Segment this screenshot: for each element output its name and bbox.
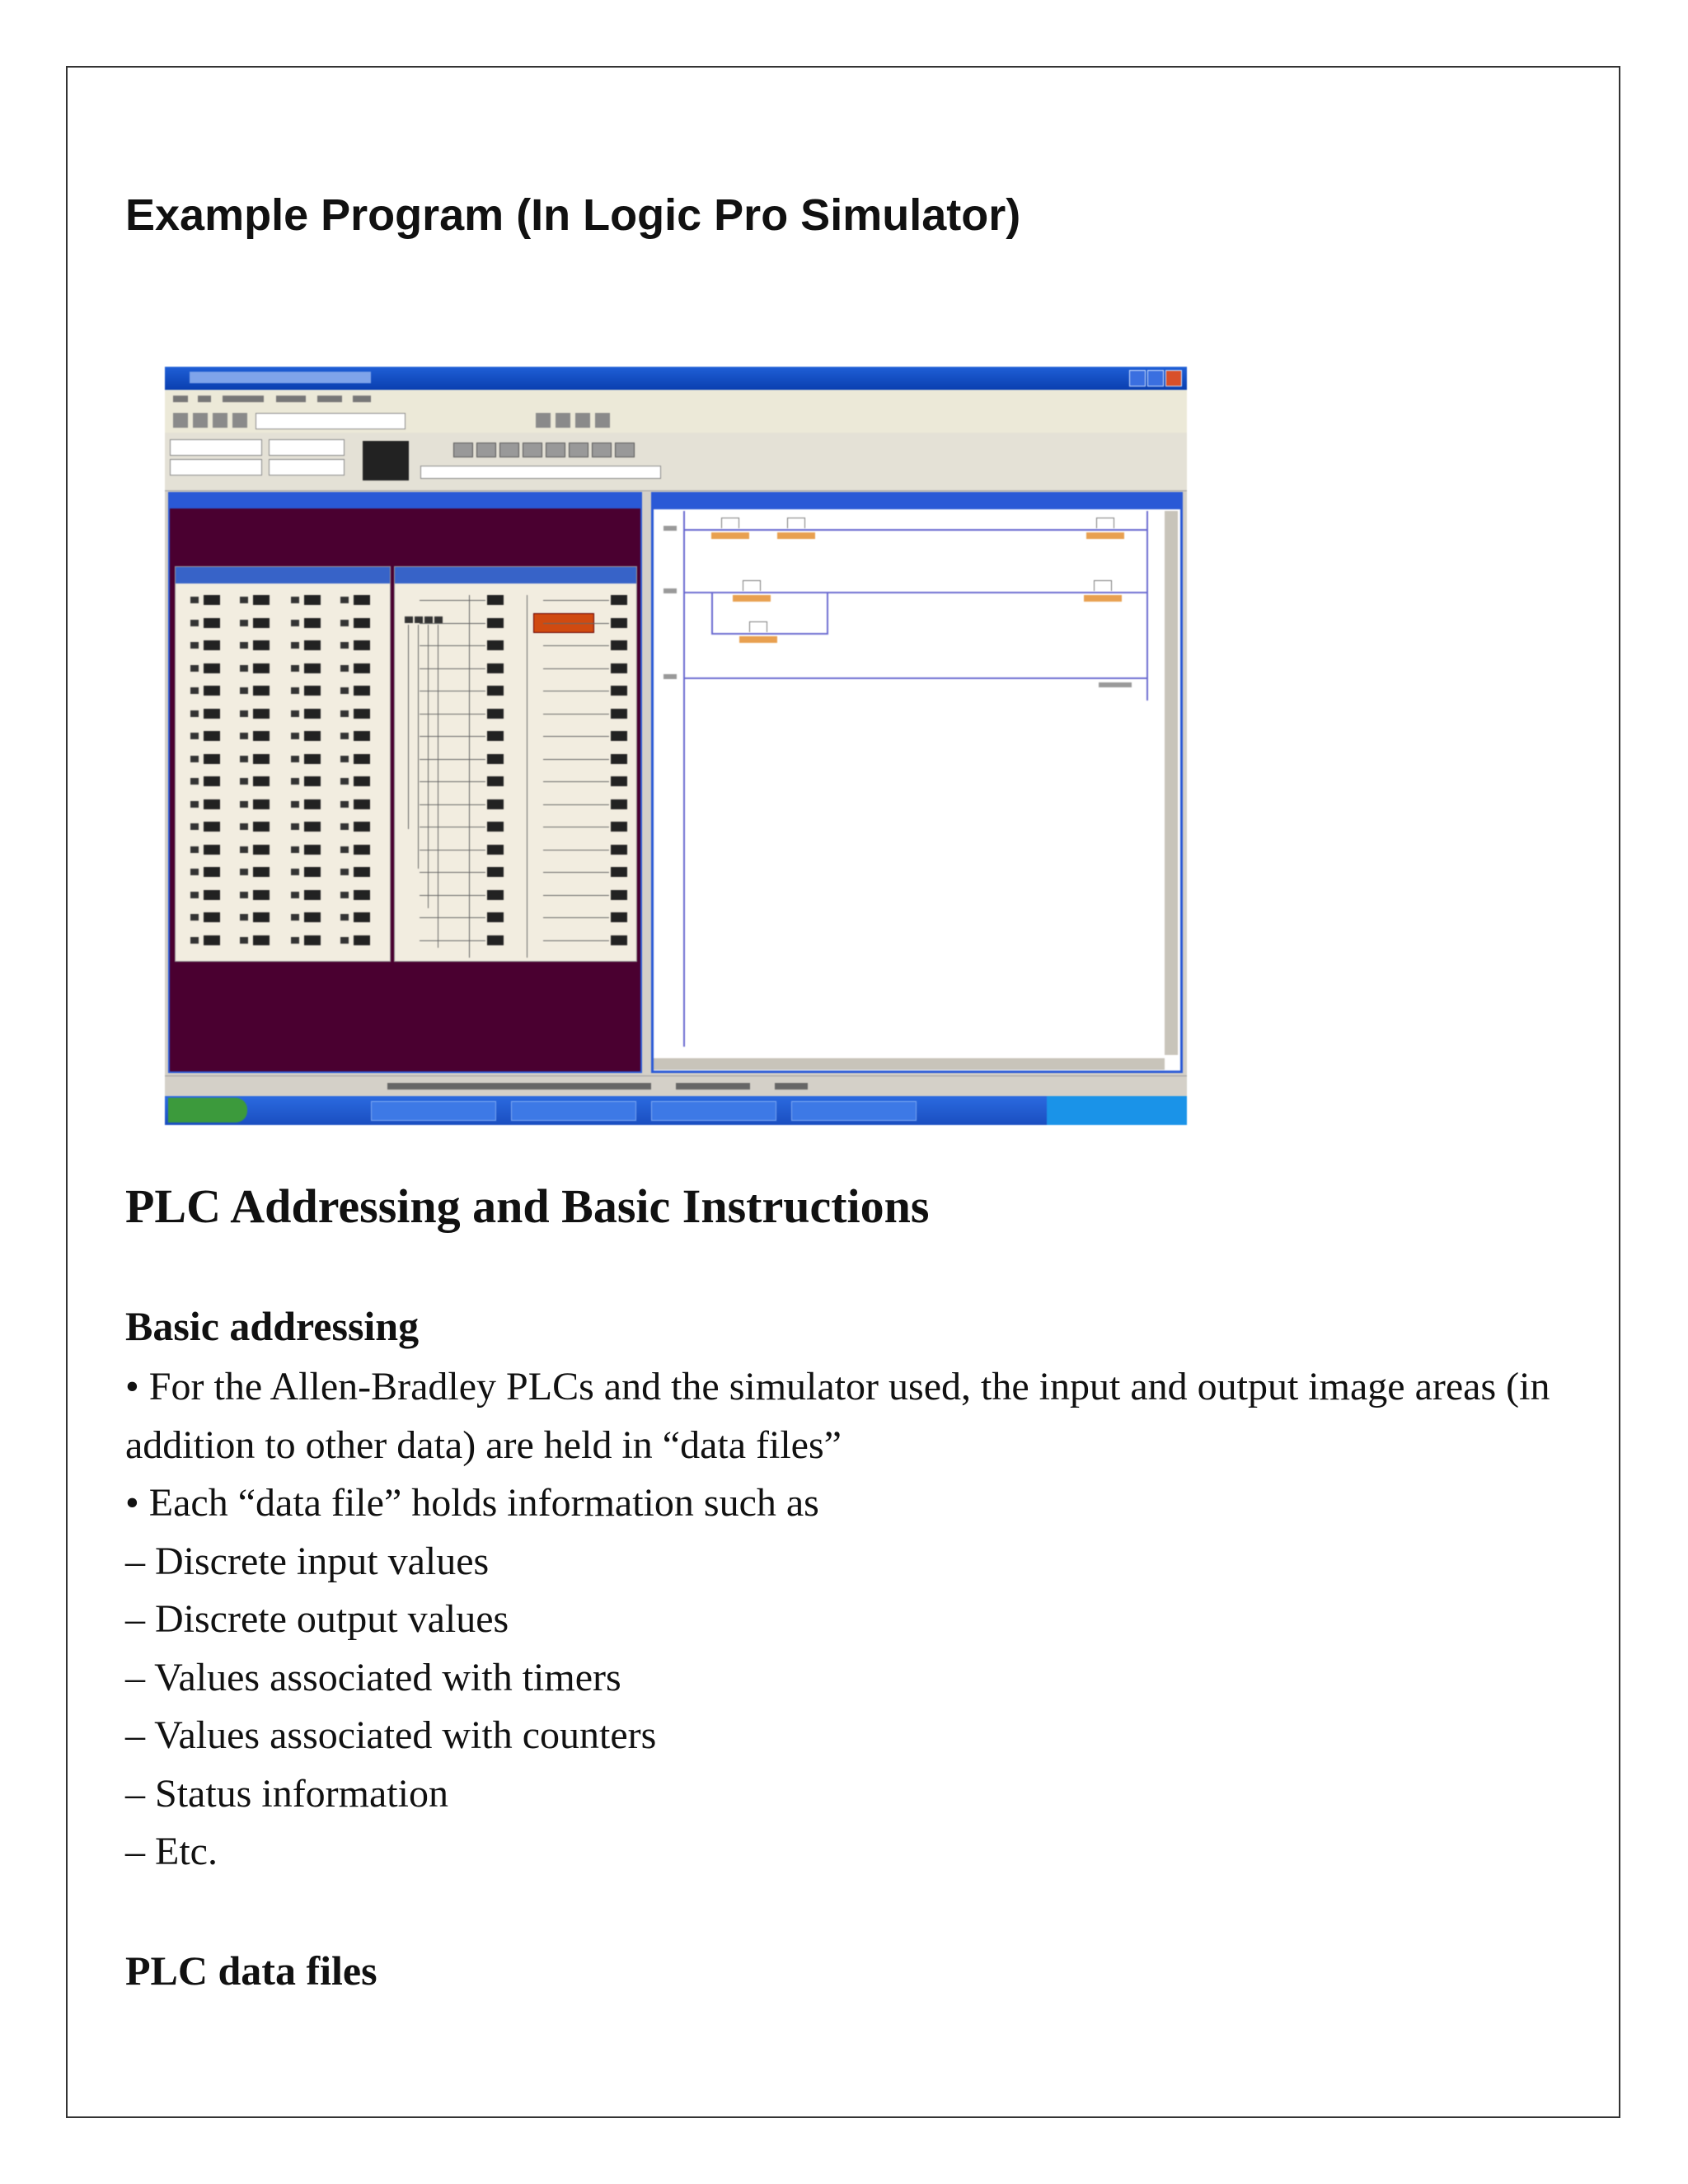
screenshot-detail [405,616,413,623]
screenshot-detail [487,731,504,741]
screenshot-detail [190,846,199,853]
addressing-text [125,1358,1576,1882]
screenshot-detail [611,822,627,832]
screenshot-detail [420,872,485,873]
screenshot-detail [204,867,220,877]
screenshot-detail [527,595,528,958]
screenshot-detail [240,733,248,739]
screenshot-detail [304,754,321,764]
screenshot-detail [354,731,370,741]
screenshot-detail [663,526,677,531]
screenshot-detail [204,709,220,719]
section-heading: PLC Addressing and Basic Instructions [125,1179,930,1233]
screenshot-detail [340,733,349,739]
screenshot-detail [291,687,299,694]
screenshot-detail [420,940,485,941]
screenshot-detail [340,642,349,649]
screenshot-detail [304,686,321,696]
simulator-toolbar [165,408,1187,434]
screenshot-detail [711,633,828,635]
screenshot-detail [777,532,815,539]
screenshot-detail [428,625,429,908]
screenshot-detail [204,640,220,650]
bullet-line: • For the Allen-Bradley PLCs and the simulator used, the input and output image areas (in addition to other data) are held in “data files” [125,1365,1550,1467]
simulator-status-bar [165,1076,1187,1096]
screenshot-detail [1096,518,1114,528]
screenshot-detail [240,914,248,921]
screenshot-detail [487,754,504,764]
screenshot-detail [611,935,627,945]
screenshot-detail [340,687,349,694]
screenshot-detail [340,710,349,717]
screenshot-detail [204,912,220,922]
screenshot-detail [190,620,199,626]
simulator-menu-bar [165,390,1187,408]
screenshot-detail [304,709,321,719]
screenshot-detail [354,935,370,945]
screenshot-detail [204,776,220,786]
screenshot-detail [711,592,713,633]
screenshot-detail [253,776,270,786]
screenshot-detail [190,665,199,672]
list-item: – Values associated with timers [125,1655,621,1699]
screenshot-detail [291,642,299,649]
screenshot-detail [1084,595,1122,602]
screenshot-detail [340,914,349,921]
screenshot-detail [240,937,248,944]
screenshot-detail [487,686,504,696]
screenshot-detail [420,645,485,646]
screenshot-detail [340,756,349,762]
screenshot-detail [354,663,370,673]
screenshot-detail [420,895,485,896]
screenshot-detail [787,518,805,528]
screenshot-detail [304,640,321,650]
screenshot-detail [190,778,199,785]
screenshot-detail [354,890,370,900]
screenshot-detail [204,731,220,741]
screenshot-detail [543,759,609,760]
screenshot-detail [190,869,199,875]
screenshot-detail [543,623,609,624]
screenshot-detail [253,686,270,696]
screenshot-detail [487,822,504,832]
screenshot-detail [420,917,485,918]
screenshot-detail [291,846,299,853]
screenshot-detail [253,640,270,650]
screenshot-detail [543,850,609,851]
screenshot-detail [291,869,299,875]
simulator-screenshot [165,367,1187,1125]
screenshot-detail [354,595,370,605]
screenshot-detail [1165,511,1178,1055]
page-title: Example Program (In Logic Pro Simulator) [125,190,1021,240]
screenshot-detail [291,892,299,898]
screenshot-detail [204,799,220,809]
screenshot-detail [340,778,349,785]
minimize-icon [1129,370,1146,387]
screenshot-detail [611,595,627,605]
screenshot-detail [240,778,248,785]
windows-taskbar [165,1096,1187,1125]
screenshot-detail [683,592,1146,593]
screenshot-detail [733,595,771,602]
screenshot-detail [304,912,321,922]
screenshot-detail [469,595,470,958]
screenshot-detail [204,935,220,945]
screenshot-detail [240,801,248,808]
screenshot-detail [204,890,220,900]
screenshot-detail [240,597,248,603]
screenshot-detail [487,595,504,605]
screenshot-detail [240,710,248,717]
maximize-icon [1147,370,1164,387]
screenshot-detail [304,822,321,832]
screenshot-detail [253,890,270,900]
screenshot-detail [291,597,299,603]
screenshot-detail [749,621,767,632]
screenshot-detail [827,592,828,633]
screenshot-detail [291,733,299,739]
screenshot-detail [240,823,248,830]
screenshot-detail [654,1058,1165,1070]
screenshot-detail [240,665,248,672]
screenshot-detail [240,642,248,649]
screenshot-detail [487,935,504,945]
screenshot-detail [354,799,370,809]
screenshot-detail [291,665,299,672]
screenshot-detail [354,618,370,628]
screenshot-detail [291,710,299,717]
screenshot-detail [543,781,609,782]
screenshot-detail [304,776,321,786]
screenshot-detail [663,674,677,679]
list-item: – Discrete input values [125,1539,490,1583]
output-simulator-panel [394,566,637,962]
io-simulator-window [168,492,642,1073]
screenshot-detail [240,869,248,875]
list-item: – Values associated with counters [125,1713,657,1757]
screenshot-detail [240,687,248,694]
screenshot-detail [611,731,627,741]
screenshot-detail [253,845,270,855]
screenshot-detail [420,736,485,737]
screenshot-detail [420,714,485,715]
screenshot-detail [304,867,321,877]
screenshot-detail [190,687,199,694]
screenshot-detail [611,640,627,650]
screenshot-detail [291,801,299,808]
screenshot-detail [354,822,370,832]
screenshot-detail [683,677,1146,679]
screenshot-detail [739,636,777,643]
screenshot-detail [487,776,504,786]
screenshot-detail [487,663,504,673]
screenshot-detail [408,625,409,829]
screenshot-detail [611,867,627,877]
screenshot-detail [418,625,419,869]
screenshot-detail [683,529,1146,531]
screenshot-detail [611,845,627,855]
screenshot-detail [611,754,627,764]
screenshot-detail [340,846,349,853]
simulator-control-row [165,433,1187,491]
screenshot-detail [240,620,248,626]
simulator-title-bar [165,367,1187,390]
basic-addressing-heading: Basic addressing [125,1303,420,1349]
screenshot-detail [354,867,370,877]
input-simulator-panel [175,566,391,962]
screenshot-detail [611,686,627,696]
screenshot-detail [1099,682,1132,687]
screenshot-detail [354,709,370,719]
screenshot-detail [253,822,270,832]
screenshot-detail [420,804,485,805]
screenshot-detail [611,912,627,922]
screenshot-detail [204,618,220,628]
screenshot-detail [420,759,485,760]
screenshot-detail [487,890,504,900]
screenshot-detail [253,799,270,809]
screenshot-detail [204,754,220,764]
bullet-line: • Each “data file” holds information such as [125,1481,819,1525]
screenshot-detail [487,640,504,650]
screenshot-detail [190,937,199,944]
screenshot-detail [340,892,349,898]
screenshot-detail [304,890,321,900]
screenshot-detail [543,736,609,737]
screenshot-detail [543,714,609,715]
screenshot-detail [611,663,627,673]
screenshot-detail [743,580,761,591]
screenshot-detail [340,665,349,672]
screenshot-detail [611,890,627,900]
screenshot-detail [253,754,270,764]
screenshot-detail [711,532,749,539]
screenshot-detail [543,895,609,896]
screenshot-detail [190,597,199,603]
screenshot-detail [487,799,504,809]
screenshot-detail [304,618,321,628]
screenshot-detail [420,781,485,782]
screenshot-detail [304,731,321,741]
screenshot-detail [543,804,609,805]
screenshot-detail [190,801,199,808]
screenshot-detail [291,823,299,830]
screenshot-detail [340,823,349,830]
screenshot-detail [487,618,504,628]
screenshot-detail [340,597,349,603]
screenshot-detail [240,756,248,762]
list-item: – Etc. [125,1830,218,1873]
screenshot-detail [543,872,609,873]
screenshot-detail [204,822,220,832]
screenshot-detail [424,616,433,623]
screenshot-detail [190,892,199,898]
screenshot-detail [611,618,627,628]
screenshot-detail [354,686,370,696]
screenshot-detail [190,756,199,762]
screenshot-detail [304,845,321,855]
screenshot-detail [291,937,299,944]
screenshot-detail [487,867,504,877]
screenshot-detail [543,668,609,669]
screenshot-detail [291,620,299,626]
screenshot-detail [611,709,627,719]
screenshot-detail [354,912,370,922]
screenshot-detail [190,642,199,649]
screenshot-detail [1146,511,1148,701]
screenshot-detail [240,846,248,853]
screenshot-detail [304,595,321,605]
screenshot-detail [1094,580,1112,591]
plc-data-files-heading: PLC data files [125,1947,377,1994]
screenshot-detail [253,867,270,877]
screenshot-detail [253,663,270,673]
screenshot-detail [204,686,220,696]
screenshot-detail [340,620,349,626]
screenshot-detail [354,640,370,650]
screenshot-detail [340,937,349,944]
screenshot-detail [543,645,609,646]
screenshot-detail [354,776,370,786]
screenshot-detail [304,935,321,945]
screenshot-detail [487,912,504,922]
screenshot-detail [253,595,270,605]
screenshot-detail [190,733,199,739]
screenshot-detail [304,799,321,809]
start-button [168,1098,247,1122]
screenshot-detail [204,663,220,673]
screenshot-detail [253,935,270,945]
screenshot-detail [190,823,199,830]
screenshot-detail [543,600,609,601]
screenshot-detail [611,776,627,786]
screenshot-detail [487,845,504,855]
screenshot-detail [240,892,248,898]
screenshot-detail [543,940,609,941]
screenshot-detail [434,616,443,623]
screenshot-detail [204,595,220,605]
screenshot-detail [340,869,349,875]
screenshot-detail [420,850,485,851]
screenshot-detail [253,618,270,628]
screenshot-detail [420,668,485,669]
screenshot-detail [190,914,199,921]
screenshot-detail [611,799,627,809]
screenshot-detail [721,518,739,528]
screenshot-detail [354,845,370,855]
screenshot-detail [304,663,321,673]
list-item: – Status information [125,1771,448,1816]
screenshot-detail [354,754,370,764]
screenshot-detail [291,778,299,785]
screenshot-detail [487,709,504,719]
list-item: – Discrete output values [125,1597,509,1641]
screenshot-detail [204,845,220,855]
screenshot-detail [663,588,677,593]
screenshot-detail [415,616,423,623]
screenshot-detail [291,914,299,921]
screenshot-detail [420,600,485,601]
screenshot-detail [543,917,609,918]
screenshot-detail [253,709,270,719]
screenshot-detail [1086,532,1124,539]
screenshot-detail [291,756,299,762]
close-icon [1165,370,1182,387]
screenshot-detail [340,801,349,808]
screenshot-detail [253,731,270,741]
ladder-logic-window [651,492,1183,1073]
screenshot-detail [253,912,270,922]
screenshot-detail [190,710,199,717]
